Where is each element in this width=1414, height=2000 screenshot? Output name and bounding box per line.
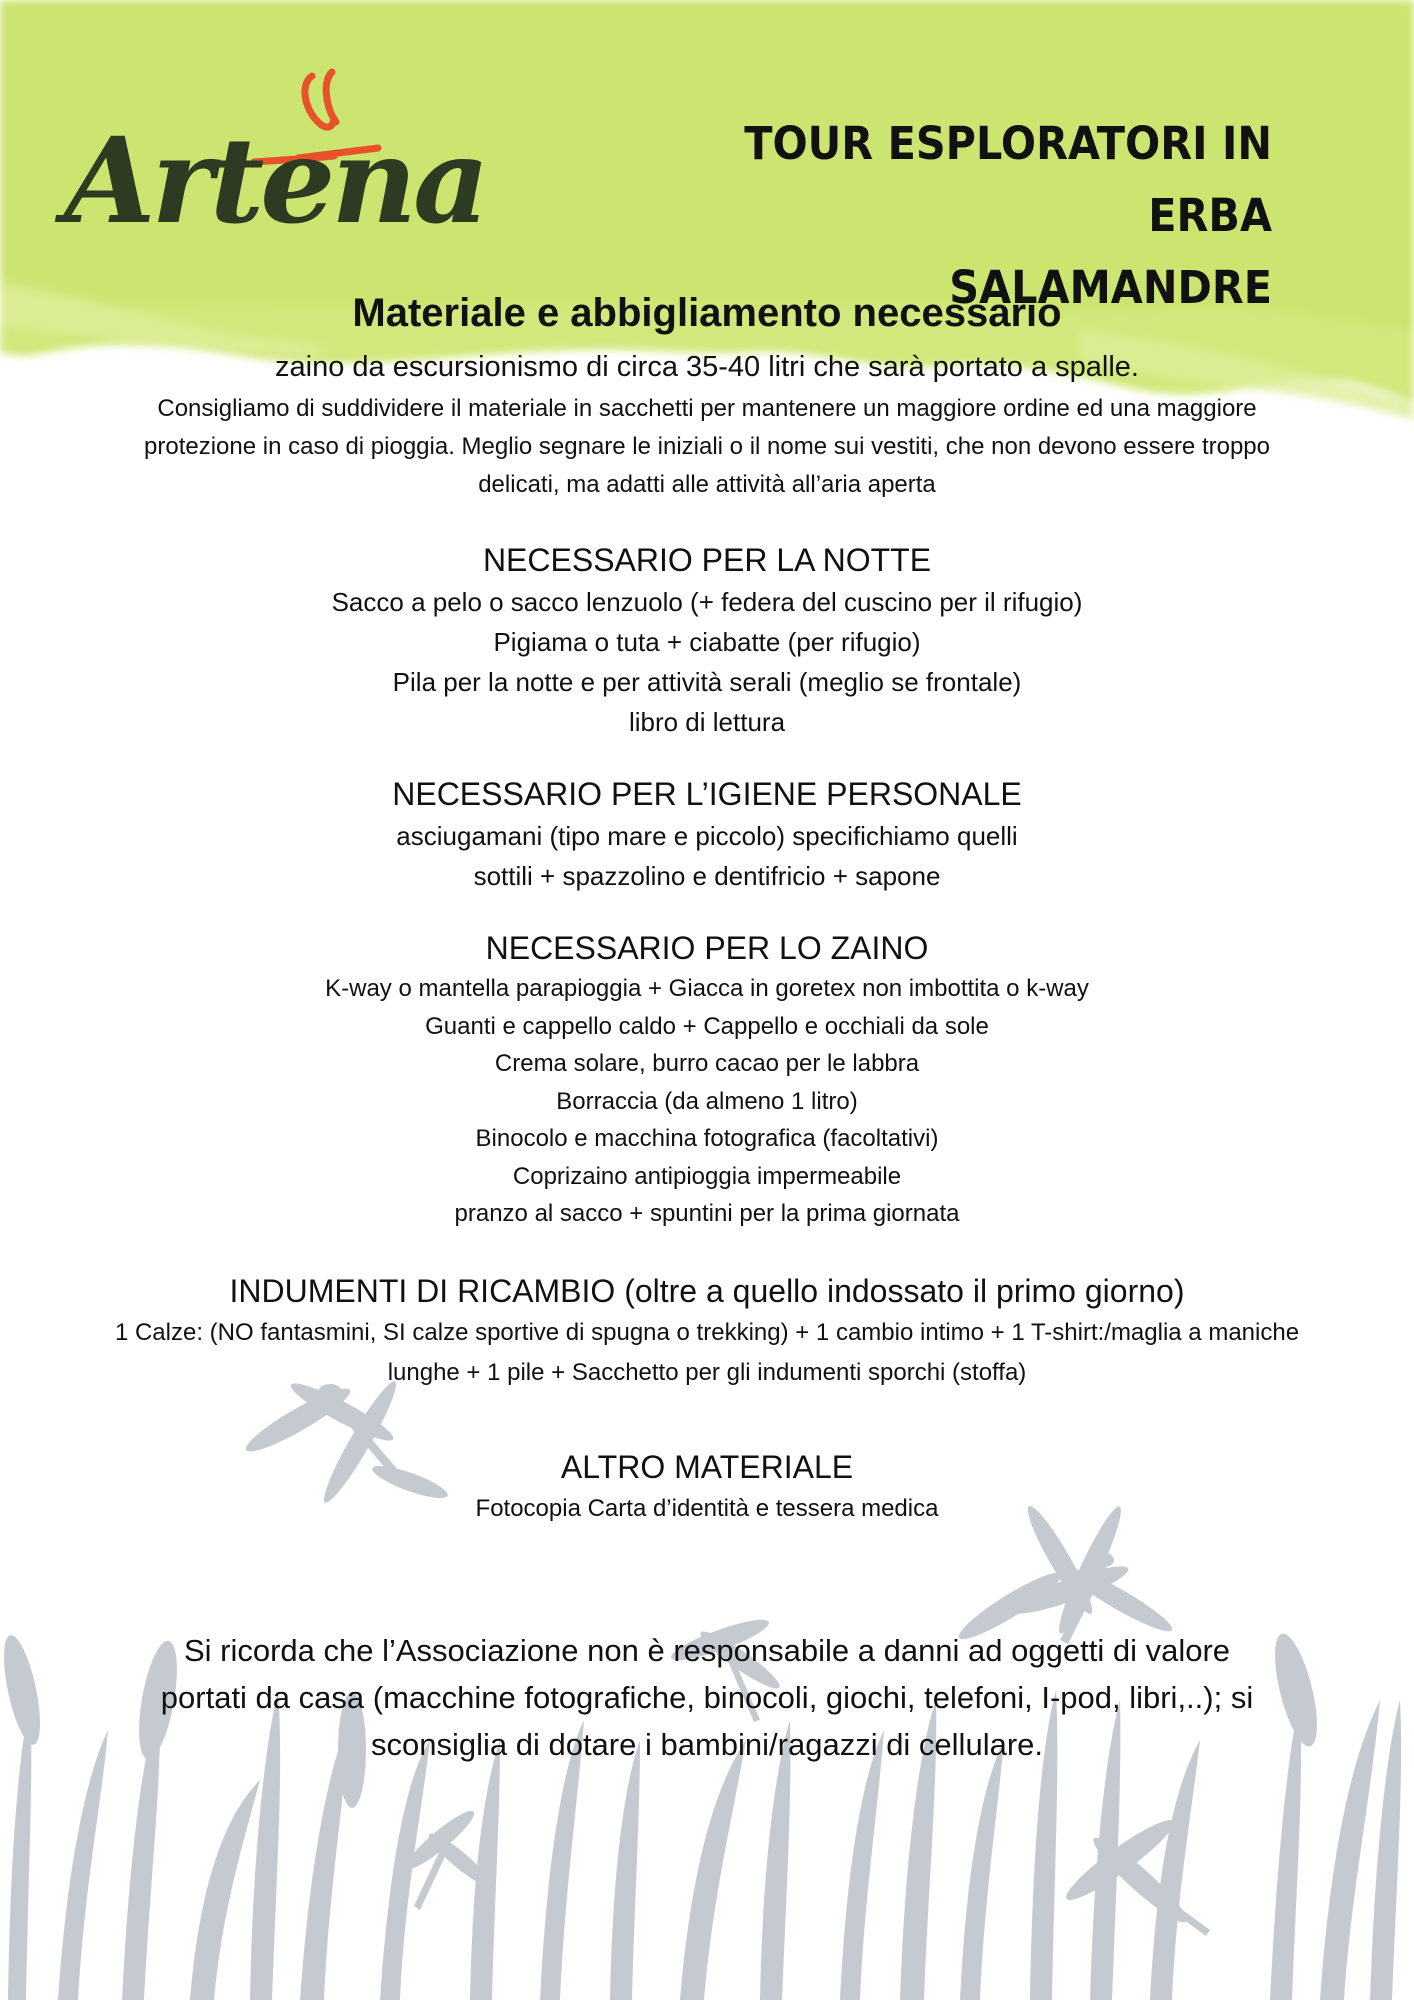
list-item: libro di lettura [628, 707, 786, 737]
section-title: NECESSARIO PER LA NOTTE [482, 542, 932, 578]
list-item: Guanti e cappello caldo + Cappello e occhiali da sole [425, 1012, 989, 1040]
other-material-text: Fotocopia Carta d’identità e tessera medica [475, 1494, 939, 1522]
list-item: Crema solare, burro cacao per le labbra [494, 1050, 920, 1077]
night-items-list [110, 582, 1304, 742]
list-item: asciugamani (tipo mare e piccolo) specifichiamo quelli [396, 821, 1018, 851]
section-title: INDUMENTI DI RICAMBIO (oltre a quello indossato il primo giorno) [229, 1272, 1185, 1309]
list-item: Coprizaino antipioggia impermeabile [512, 1162, 902, 1190]
section-title: NECESSARIO PER LO ZAINO [485, 930, 929, 966]
tour-title-line2: SALAMANDRE [949, 261, 1272, 314]
list-item: Pigiama o tuta + ciabatte (per rifugio) [493, 627, 921, 657]
backpack-note: zaino da escursionismo di circa 35-40 litri che sarà portato a spalle. [275, 351, 1139, 383]
list-item: K-way o mantella parapioggia + Giacca in goretex non imbottita o k-way [325, 975, 1089, 1002]
intro-paragraph: Consigliamo di suddividere il materiale in sacchetti per mantenere un maggiore ordine ed una maggiore protezione in caso di pioggia. Meglio segnare le iniziali o il nome sui vestiti, che non devono essere troppo delicati, ma adatti alle attività all’aria aperta [144, 395, 1270, 498]
list-item: sottili + spazzolino e dentifricio + sapone [473, 861, 941, 891]
main-content [110, 282, 1304, 1768]
list-item: Binocolo e macchina fotografica (facoltativi) [475, 1125, 939, 1152]
backpack-items-list [110, 970, 1304, 1233]
section-hygiene [110, 772, 1304, 896]
section-spare-clothes [110, 1269, 1304, 1393]
list-item: Sacco a pelo o sacco lenzuolo (+ federa del cuscino per il rifugio) [331, 587, 1083, 617]
hygiene-items-list [110, 816, 1304, 896]
artena-logo [64, 68, 486, 268]
section-title: NECESSARIO PER L’IGIENE PERSONALE [392, 776, 1022, 812]
list-item: pranzo al sacco + spuntini per la prima giornata [454, 1200, 960, 1227]
section-backpack [110, 926, 1304, 1233]
section-title: ALTRO MATERIALE [560, 1448, 854, 1485]
section-night [110, 538, 1304, 742]
list-item: Borraccia (da almeno 1 litro) [556, 1087, 858, 1115]
tour-title-line1: TOUR ESPLORATORI IN ERBA [744, 117, 1272, 242]
spare-clothes-text: 1 Calze: (NO fantasmini, SI calze sportive di spugna o trekking) + 1 cambio intimo + 1 T-shirt:/maglia a maniche lunghe + 1 pile + Sacchetto per gli indumenti sporchi (stoffa) [114, 1318, 1300, 1386]
liability-disclaimer: Si ricorda che l’Associazione non è responsabile a danni ad oggetti di valore portati da casa (macchine fotografiche, binocoli, giochi, telefoni, I-pod, libri,..); si sconsiglia di dotare i bambini/ragazzi di cellulare. [160, 1632, 1254, 1762]
logo-wordmark: Artena [64, 111, 486, 250]
section-other-material [110, 1445, 1304, 1529]
page-heading: Materiale e abbigliamento necessario [352, 291, 1062, 335]
list-item: Pila per la notte e per attività serali (meglio se frontale) [392, 667, 1022, 697]
